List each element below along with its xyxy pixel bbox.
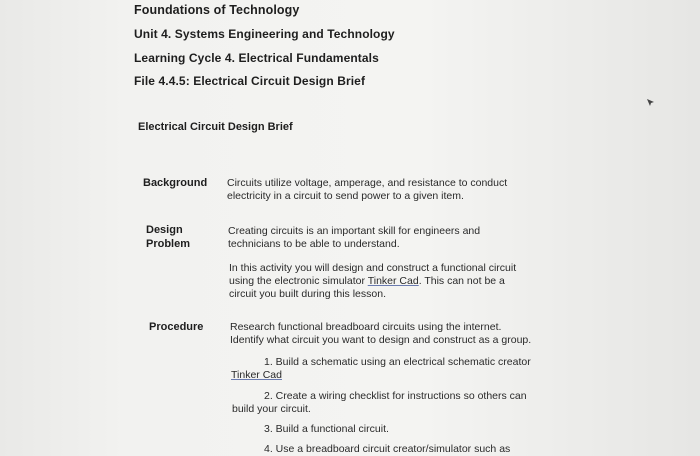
step-1-tinker-cad-link[interactable]: Tinker Cad [231, 369, 282, 381]
background-line-1: Circuits utilize voltage, amperage, and resistance to conduct [227, 177, 508, 189]
procedure-step-4: 4. Use a breadboard circuit creator/simulator such as [264, 443, 511, 455]
procedure-step-1-line-1: 1. Build a schematic using an electrical schematic creator [264, 356, 531, 368]
procedure-step-1 [231, 356, 531, 382]
file-title: File 4.4.5: Electrical Circuit Design Brief [134, 74, 366, 88]
tinker-cad-link[interactable]: Tinker Cad [367, 275, 419, 287]
procedure-step-2-line-1: 2. Create a wiring checklist for instructions so others can [264, 390, 527, 402]
design-problem-paragraph-2 [229, 262, 516, 301]
design-problem-p1-line-1: Creating circuits is an important skill for engineers and [228, 225, 481, 237]
course-title: Foundations of Technology [134, 3, 300, 17]
background-text [227, 177, 507, 203]
cursor-icon [646, 98, 656, 108]
procedure-step-3: 3. Build a functional circuit. [264, 423, 389, 435]
background-line-2: electricity in a circuit to send power to a given item. [227, 190, 464, 202]
design-problem-p1-line-2: technicians to be able to understand. [228, 238, 400, 250]
cycle-title: Learning Cycle 4. Electrical Fundamentals [134, 51, 379, 65]
procedure-step-2 [232, 390, 527, 416]
brief-title: Electrical Circuit Design Brief [138, 121, 293, 133]
procedure-intro [230, 321, 531, 347]
design-problem-p2-line-2 [229, 275, 516, 288]
procedure-intro-line-1: Research functional breadboard circuits using the internet. [230, 321, 502, 333]
design-problem-p2-line-1: In this activity you will design and construct a functional circuit [229, 262, 517, 274]
procedure-intro-line-2: Identify what circuit you want to design and construct as a group. [230, 334, 532, 346]
design-problem-paragraph-1 [228, 225, 480, 251]
unit-title: Unit 4. Systems Engineering and Technology [134, 27, 395, 41]
background-label: Background [143, 177, 208, 189]
design-problem-label-line-1: Design [146, 224, 183, 236]
design-problem-p2-line-3: circuit you built during this lesson. [229, 288, 386, 300]
procedure-step-2-line-2: build your circuit. [232, 403, 311, 415]
design-problem-p2-line-2-post: . This can not be a [418, 275, 505, 287]
procedure-label: Procedure [149, 321, 204, 333]
design-problem-label [146, 223, 190, 251]
design-problem-label-line-2: Problem [146, 238, 191, 250]
design-problem-p2-line-2-pre: using the electronic simulator [229, 275, 368, 287]
